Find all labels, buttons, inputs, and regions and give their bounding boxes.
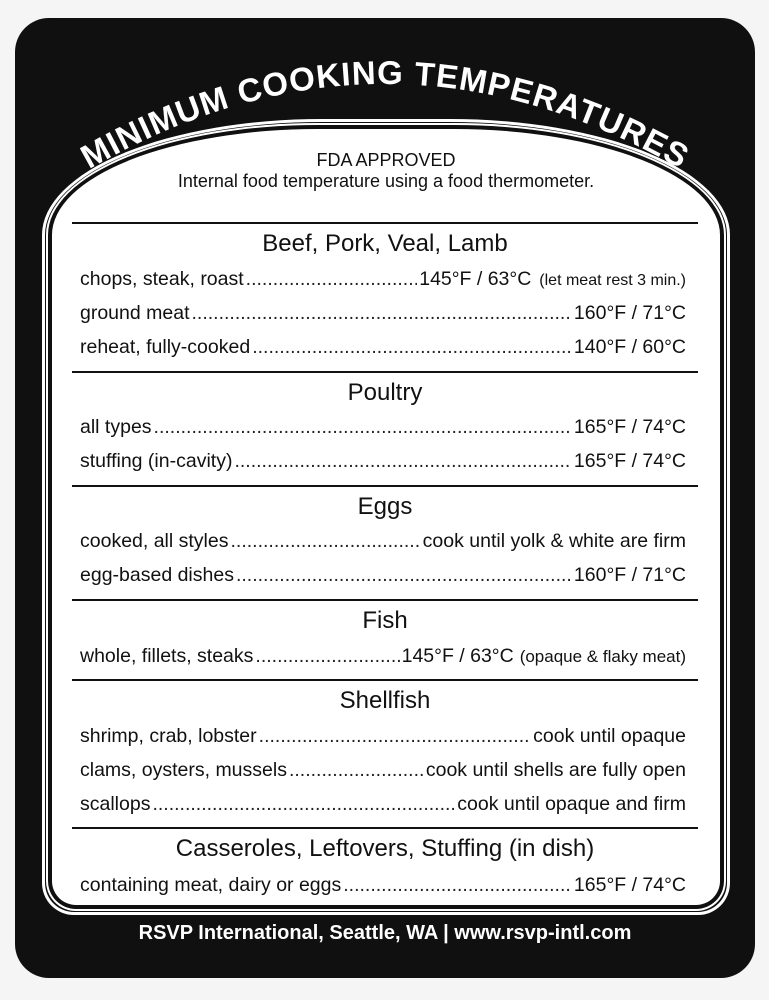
row-label: shrimp, crab, lobster (80, 725, 257, 747)
section-title-eggs: Eggs (357, 493, 413, 520)
row-value: 160°F / 71°C (573, 302, 686, 324)
row-value: 145°F / 63°C (419, 268, 532, 290)
row-value: 160°F / 71°C (573, 564, 686, 586)
divider (72, 599, 698, 601)
divider (72, 827, 698, 829)
row-note: (let meat rest 3 min.) (539, 272, 686, 289)
row-chops (80, 268, 686, 291)
divider (72, 371, 698, 373)
row-value: 140°F / 60°C (573, 336, 686, 358)
divider (72, 485, 698, 487)
row-value: 165°F / 74°C (573, 874, 686, 896)
section-title-poultry: Poultry (347, 379, 423, 406)
leader-dots (236, 564, 572, 587)
row-label: egg-based dishes (80, 564, 234, 586)
row-reheat (80, 336, 686, 359)
row-clams (80, 759, 686, 782)
row-label: scallops (80, 793, 151, 815)
row-shrimp (80, 725, 686, 748)
row-label: containing meat, dairy or eggs (80, 874, 342, 896)
leader-dots (255, 645, 399, 668)
leader-dots (154, 416, 572, 439)
leader-dots (234, 450, 571, 473)
leader-dots (259, 725, 531, 748)
row-value: 165°F / 74°C (573, 416, 686, 438)
leader-dots (231, 530, 421, 553)
row-value: cook until yolk & white are firm (422, 530, 686, 552)
row-label: whole, fillets, steaks (80, 645, 254, 667)
header-subtitle: Internal food temperature using a food thermometer. (177, 171, 595, 191)
page-title-text: MINIMUM COOKING TEMPERATURES (74, 53, 696, 176)
footer-credit: RSVP International, Seattle, WA | www.rsvp-intl.com (138, 922, 632, 944)
leader-dots (289, 759, 424, 782)
leader-dots (252, 336, 572, 359)
leader-dots (246, 268, 418, 291)
row-cooked-all-styles (80, 530, 686, 553)
row-note: (opaque & flaky meat) (519, 647, 686, 666)
row-egg-based-dishes (80, 564, 686, 587)
row-label: stuffing (in-cavity) (80, 450, 233, 472)
row-value: 165°F / 74°C (573, 450, 686, 472)
row-label: reheat, fully-cooked (80, 336, 251, 358)
section-title-casseroles: Casseroles, Leftovers, Stuffing (in dish) (175, 835, 595, 862)
header (48, 150, 724, 192)
row-all-types (80, 416, 686, 439)
leader-dots (343, 874, 572, 897)
row-label: chops, steak, roast (80, 268, 244, 290)
row-label: clams, oysters, mussels (80, 759, 287, 781)
leader-dots (192, 302, 572, 325)
row-label: all types (80, 416, 152, 438)
row-value: cook until opaque and firm (457, 793, 686, 815)
row-label: cooked, all styles (80, 530, 229, 552)
row-label: ground meat (80, 302, 190, 324)
section-title-beef: Beef, Pork, Veal, Lamb (262, 230, 508, 257)
row-ground-meat (80, 302, 686, 325)
row-scallops (80, 793, 686, 816)
divider (72, 679, 698, 681)
row-value: cook until opaque (533, 725, 686, 747)
leader-dots (152, 793, 455, 816)
row-value: 145°F / 63°C (401, 645, 514, 667)
divider (72, 222, 698, 224)
row-value: cook until shells are fully open (425, 759, 686, 781)
header-approval: FDA APPROVED (316, 150, 456, 170)
row-whole-fillets (80, 645, 686, 668)
row-containing-meat (80, 874, 686, 897)
section-title-fish: Fish (362, 607, 408, 634)
section-title-shellfish: Shellfish (339, 687, 431, 714)
row-stuffing (80, 450, 686, 473)
